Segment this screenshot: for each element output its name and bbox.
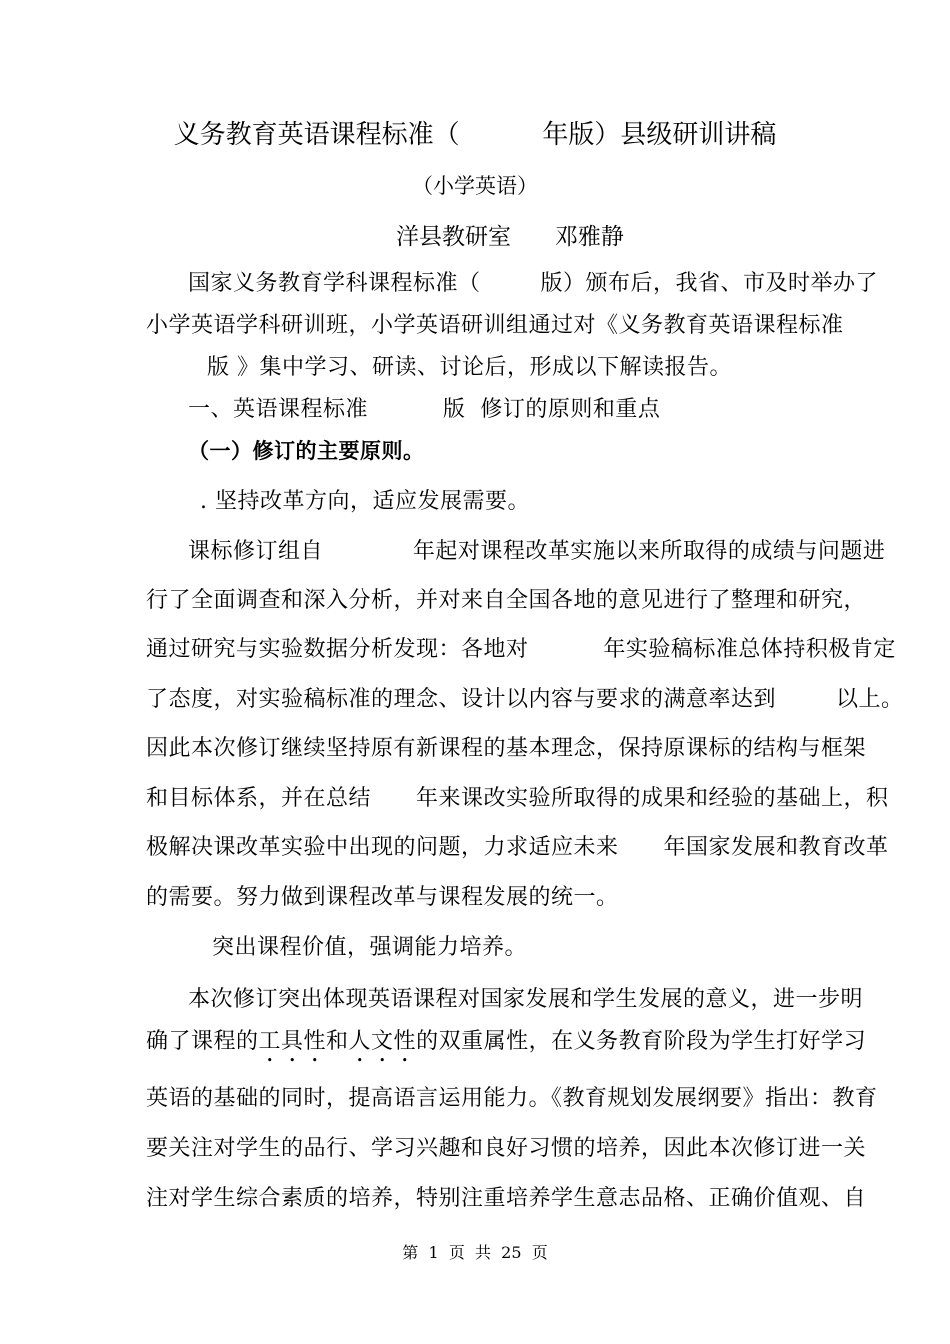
page-footer: 第 1 页 共 25 页	[402, 1243, 548, 1262]
paragraph-1-line-5: 因此本次修订继续坚持原有新课程的基本理念，保持原课标的结构与框架	[146, 736, 867, 761]
paragraph-1-line-2: 行了全面调查和深入分析，并对来自全国各地的意见进行了整理和研究，	[146, 588, 867, 613]
paragraph-1-line-3: 通过研究与实验数据分析发现：各地对 年实验稿标准总体持积极肯定	[146, 637, 896, 662]
intro-line-2: 小学英语学科研训班，小学英语研训组通过对《义务教育英语课程标准	[146, 313, 844, 338]
paragraph-2-line-5: 注对学生综合素质的培养，特别注重培养学生意志品格、正确价值观、自	[146, 1186, 867, 1211]
paragraph-2-line-1: 本次修订突出体现英语课程对国家发展和学生发展的意义，进一步明	[188, 987, 864, 1012]
intro-line-3: 版 》集中学习、研读、讨论后，形成以下解读报告。	[207, 355, 732, 380]
emphasized-term-instrumentality: 工具性	[258, 1029, 327, 1054]
p2-text-e: 的双重属性，在义务教育阶段为学生打好学习	[416, 1029, 867, 1054]
paragraph-2-line-4: 要关注对学生的品行、学习兴趣和良好习惯的培养，因此本次修订进一关	[146, 1136, 867, 1161]
paragraph-2-line-2	[146, 1028, 866, 1067]
paragraph-2-line-3: 英语的基础的同时，提高语言运用能力。《教育规划发展纲要》指出：教育	[146, 1086, 878, 1111]
paragraph-1-line-4: 了态度，对实验稿标准的理念、设计以内容与要求的满意率达到 以上。	[146, 687, 904, 712]
intro-line-1: 国家义务教育学科课程标准（ 版）颁布后，我省、市及时举办了	[188, 271, 878, 296]
paragraph-1-line-6: 和目标体系，并在总结 年来课改实验所取得的成果和经验的基础上，积	[146, 786, 889, 811]
author-line: 洋县教研室 邓雅静	[396, 224, 624, 250]
emphasized-term-humanistic: 人文性	[348, 1029, 417, 1054]
paragraph-1-line-1: 课标修订组自 年起对课程改革实施以来所取得的成绩与问题进	[188, 539, 886, 564]
p2-text-c: 和	[326, 1029, 349, 1054]
paragraph-1-line-8: 的需要。努力做到课程改革与课程发展的统一。	[146, 885, 619, 910]
section-heading-1: 一、英语课程标准 版 修订的原则和重点	[188, 397, 661, 422]
page-title: 义务教育英语课程标准（ 年版）县级研训讲稿	[173, 120, 777, 150]
subsection-heading-1: （一）修订的主要原则。	[188, 439, 425, 463]
point-heading-2: 突出课程价值，强调能力培养。	[212, 935, 528, 960]
page-subtitle: （小学英语）	[412, 174, 538, 198]
paragraph-1-line-7: 极解决课改革实验中出现的问题，力求适应未来 年国家发展和教育改革	[146, 835, 889, 860]
point-heading-1: . 坚持改革方向，适应发展需要。	[200, 489, 530, 514]
p2-text-a: 确了课程的	[146, 1029, 259, 1054]
